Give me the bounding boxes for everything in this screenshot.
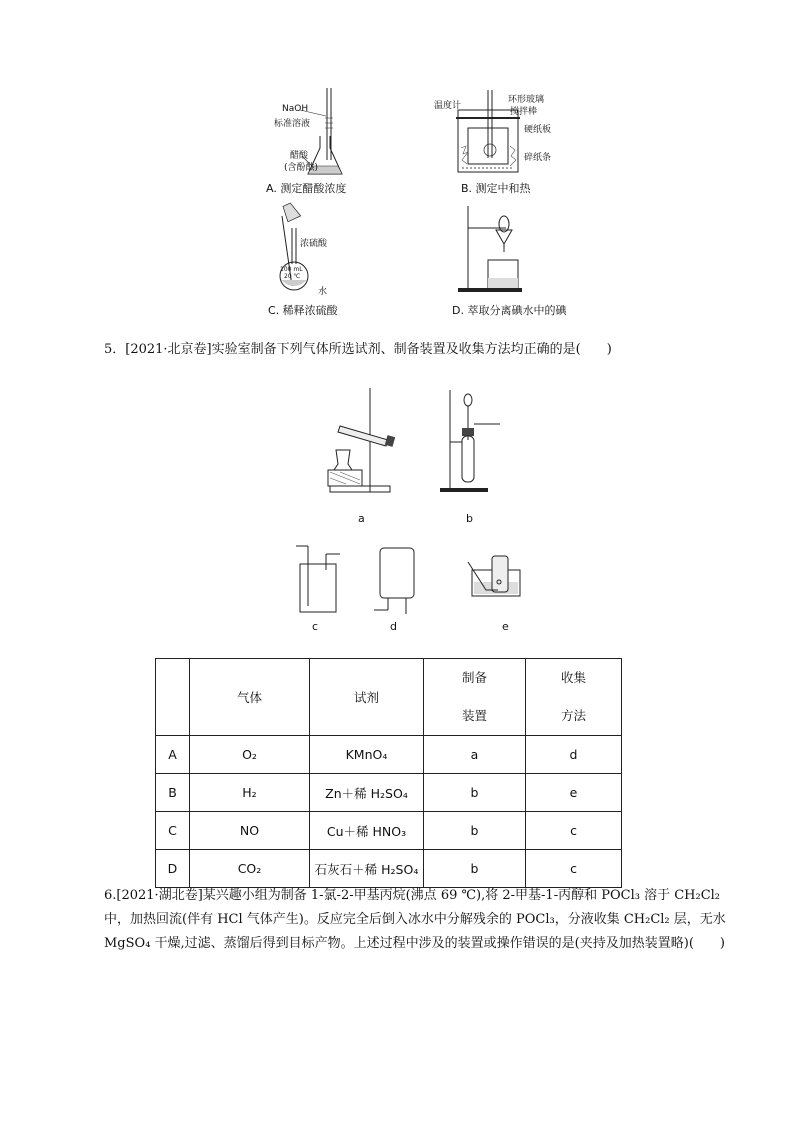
titration-apparatus-drawing <box>290 88 410 188</box>
table-cell-option: C <box>156 812 190 850</box>
table-cell-reagent: 石灰石＋稀 H₂SO₄ <box>310 850 424 888</box>
device-a-drawing <box>322 388 412 498</box>
table-cell-reagent: KMnO₄ <box>310 736 424 774</box>
label-device-a: a <box>358 512 365 525</box>
table-header-method <box>526 659 622 736</box>
table-header-device-line1: 制备 <box>461 670 487 685</box>
table-header-row <box>156 659 622 736</box>
label-acetic-acid: 醋酸 <box>290 151 309 161</box>
table-cell-reagent: Zn＋稀 H₂SO₄ <box>310 774 424 812</box>
label-flask-volume: 100 mL <box>280 266 303 273</box>
caption-d: D. 萃取分离碘水中的碘 <box>452 304 567 317</box>
label-stirrer: 环形玻璃 <box>508 95 545 105</box>
label-device-d: d <box>390 620 397 633</box>
label-device-b: b <box>466 512 473 525</box>
separatory-funnel-drawing <box>458 204 538 296</box>
question-6-line-2: 中，加热回流(伴有 HCl 气体产生)。反应完全后倒入冰水中分解残余的 POCl₃，分液收集 CH₂Cl₂ 层，无水 <box>104 912 726 927</box>
table-cell-option: A <box>156 736 190 774</box>
table-row <box>156 850 622 888</box>
table-cell-device: b <box>424 812 526 850</box>
table-cell-option: B <box>156 774 190 812</box>
table-cell-option: D <box>156 850 190 888</box>
table-cell-device: b <box>424 774 526 812</box>
device-b-drawing <box>438 388 508 498</box>
label-cardboard: 硬纸板 <box>524 125 552 135</box>
table-cell-device: b <box>424 850 526 888</box>
label-thermometer: 温度计 <box>434 101 462 111</box>
table-cell-gas: CO₂ <box>190 850 310 888</box>
table-cell-method: c <box>526 850 622 888</box>
question-6-line-3: MgSO₄ 干燥,过滤、蒸馏后得到目标产物。上述过程中涉及的装置或操作错误的是(夹持及加热装置略)( ) <box>104 936 725 951</box>
label-water: 水 <box>318 287 328 297</box>
question-6-text <box>104 884 744 956</box>
table-header-method-line1: 收集 <box>560 670 586 685</box>
table-header-method-line2: 方法 <box>560 708 586 723</box>
caption-c: C. 稀释浓硫酸 <box>268 304 338 317</box>
table-header-gas: 气体 <box>190 659 310 736</box>
label-device-c: c <box>312 620 319 633</box>
question-5-table <box>155 658 622 888</box>
label-shredded-paper: 碎纸条 <box>524 153 552 163</box>
table-header-device <box>424 659 526 736</box>
device-c-drawing <box>294 542 344 622</box>
table-row <box>156 774 622 812</box>
caption-b: B. 测定中和热 <box>461 182 531 195</box>
label-naoh: NaOH <box>282 104 309 114</box>
table-cell-method: c <box>526 812 622 850</box>
table-row <box>156 736 622 774</box>
table-cell-gas: H₂ <box>190 774 310 812</box>
table-header-device-line2: 装置 <box>461 708 487 723</box>
device-e-drawing <box>466 552 526 612</box>
table-cell-gas: NO <box>190 812 310 850</box>
label-phenolphthalein: (含酚酞) <box>284 163 319 173</box>
table-cell-method: d <box>526 736 622 774</box>
table-cell-gas: O₂ <box>190 736 310 774</box>
table-row <box>156 812 622 850</box>
label-naoh-solution: 标准溶液 <box>274 119 311 129</box>
table-header-empty <box>156 659 190 736</box>
label-conc-sulfuric: 浓硫酸 <box>300 239 328 249</box>
label-flask-temp: 20 ℃ <box>284 273 301 280</box>
label-device-e: e <box>502 620 509 633</box>
table-cell-device: a <box>424 736 526 774</box>
question-5-stem: 5．[2021·北京卷]实验室制备下列气体所选试剂、制备装置及收集方法均正确的是( ) <box>104 342 612 357</box>
label-stirrer-2: 搅拌棒 <box>510 107 538 117</box>
caption-a: A. 测定醋酸浓度 <box>266 182 347 195</box>
device-d-drawing <box>372 542 422 622</box>
table-header-reagent: 试剂 <box>310 659 424 736</box>
table-cell-method: e <box>526 774 622 812</box>
table-cell-reagent: Cu＋稀 HNO₃ <box>310 812 424 850</box>
question-6-line-1: 6.[2021·湖北卷]某兴趣小组为制备 1-氯-2-甲基丙烷(沸点 69 ℃),将 2-甲基-1-丙醇和 POCl₃ 溶于 CH₂Cl₂ <box>104 888 721 903</box>
